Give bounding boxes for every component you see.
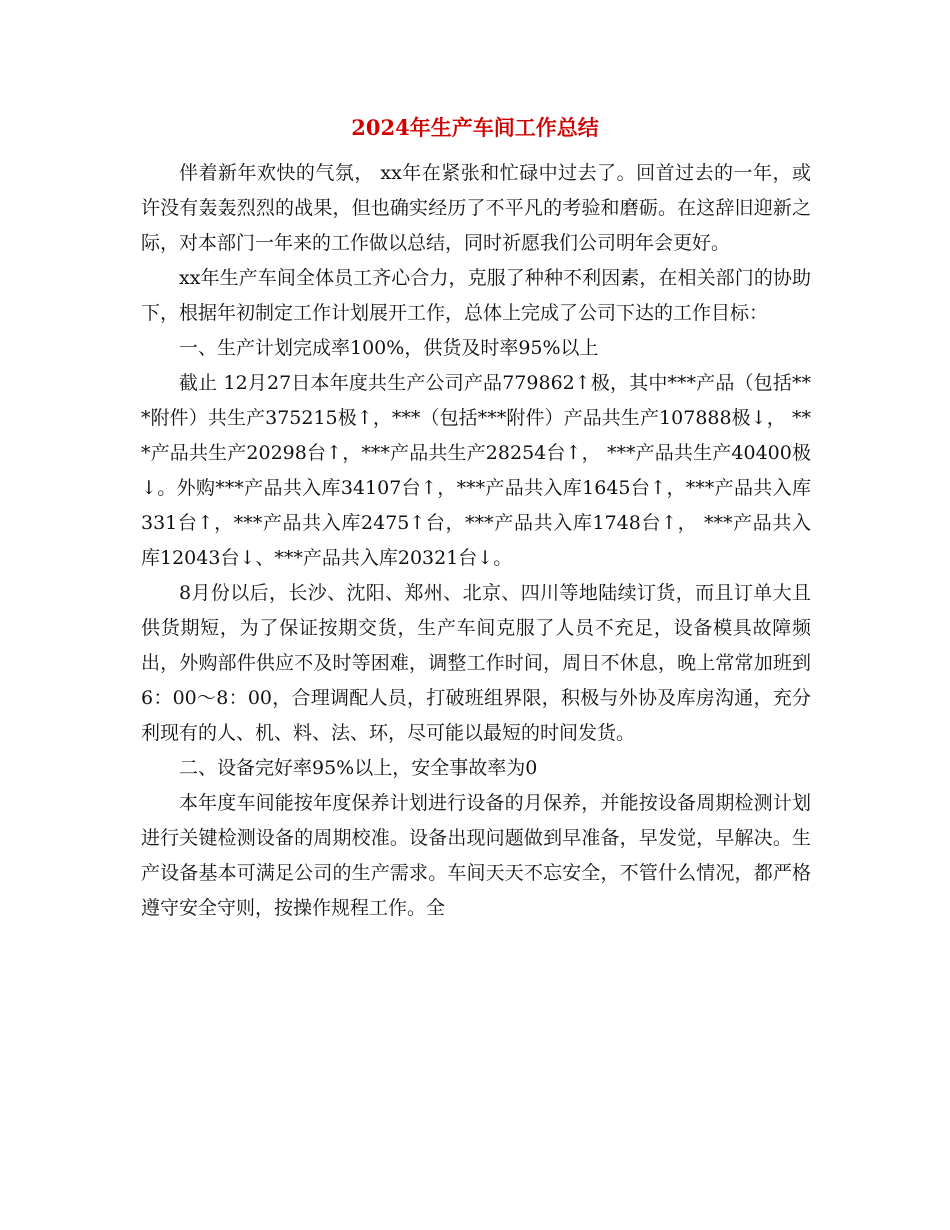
section-heading-equipment: 二、设备完好率95%以上，安全事故率为0: [179, 757, 538, 779]
paragraph-overview: xx年生产车间全体员工齐心合力，克服了种种不利因素，在相关部门的协助下，根据年初制定工作计划展开工作，总体上完成了公司下达的工作目标：: [141, 267, 811, 324]
document-title: 2024年生产车间工作总结: [351, 115, 599, 140]
paragraph-equipment: 本年度车间能按年度保养计划进行设备的月保养，并能按设备周期检测计划进行关键检测设备的周期校准。设备出现问题做到早准备，早发觉，早解决。生产设备基本可满足公司的生产需求。车间天天不忘安全，不管什么情况，都严格遵守安全守则，按操作规程工作。全: [141, 792, 811, 919]
document-body: [141, 156, 811, 926]
paragraph-intro: 伴着新年欢快的气氛， xx年在紧张和忙碌中过去了。回首过去的一年，或许没有轰轰烈烈的战果，但也确实经历了不平凡的考验和磨砺。在这辞旧迎新之际，对本部门一年来的工作做以总结，同时祈愿我们公司明年会更好。: [141, 162, 811, 254]
paragraph-production-figures: 截止 12月27日本年度共生产公司产品779862↑极，其中***产品（包括***附件）共生产375215极↑，***（包括***附件）产品共生产107888极↓， ***产品共生产20298台↑，***产品共生产28254台↑， ***产品共生产40400极↓。外购***产品共入库34107台↑，***产品共入库1645台↑，***产品共入库331台↑，***产品共入库2475↑台，***产品共入库1748台↑， ***产品共入库12043台↓、***产品共入库20321台↓。: [141, 372, 811, 569]
section-heading-production: 一、生产计划完成率100%，供货及时率95%以上: [179, 337, 599, 359]
paragraph-orders: 8月份以后，长沙、沈阳、郑州、北京、四川等地陆续订货，而且订单大且供货期短，为了保证按期交货，生产车间克服了人员不充足，设备模具故障频出，外购部件供应不及时等困难，调整工作时间，周日不休息，晚上常常加班到6：00～8：00，合理调配人员，打破班组界限，积极与外协及库房沟通，充分利现有的人、机、料、法、环，尽可能以最短的时间发货。: [141, 582, 811, 744]
